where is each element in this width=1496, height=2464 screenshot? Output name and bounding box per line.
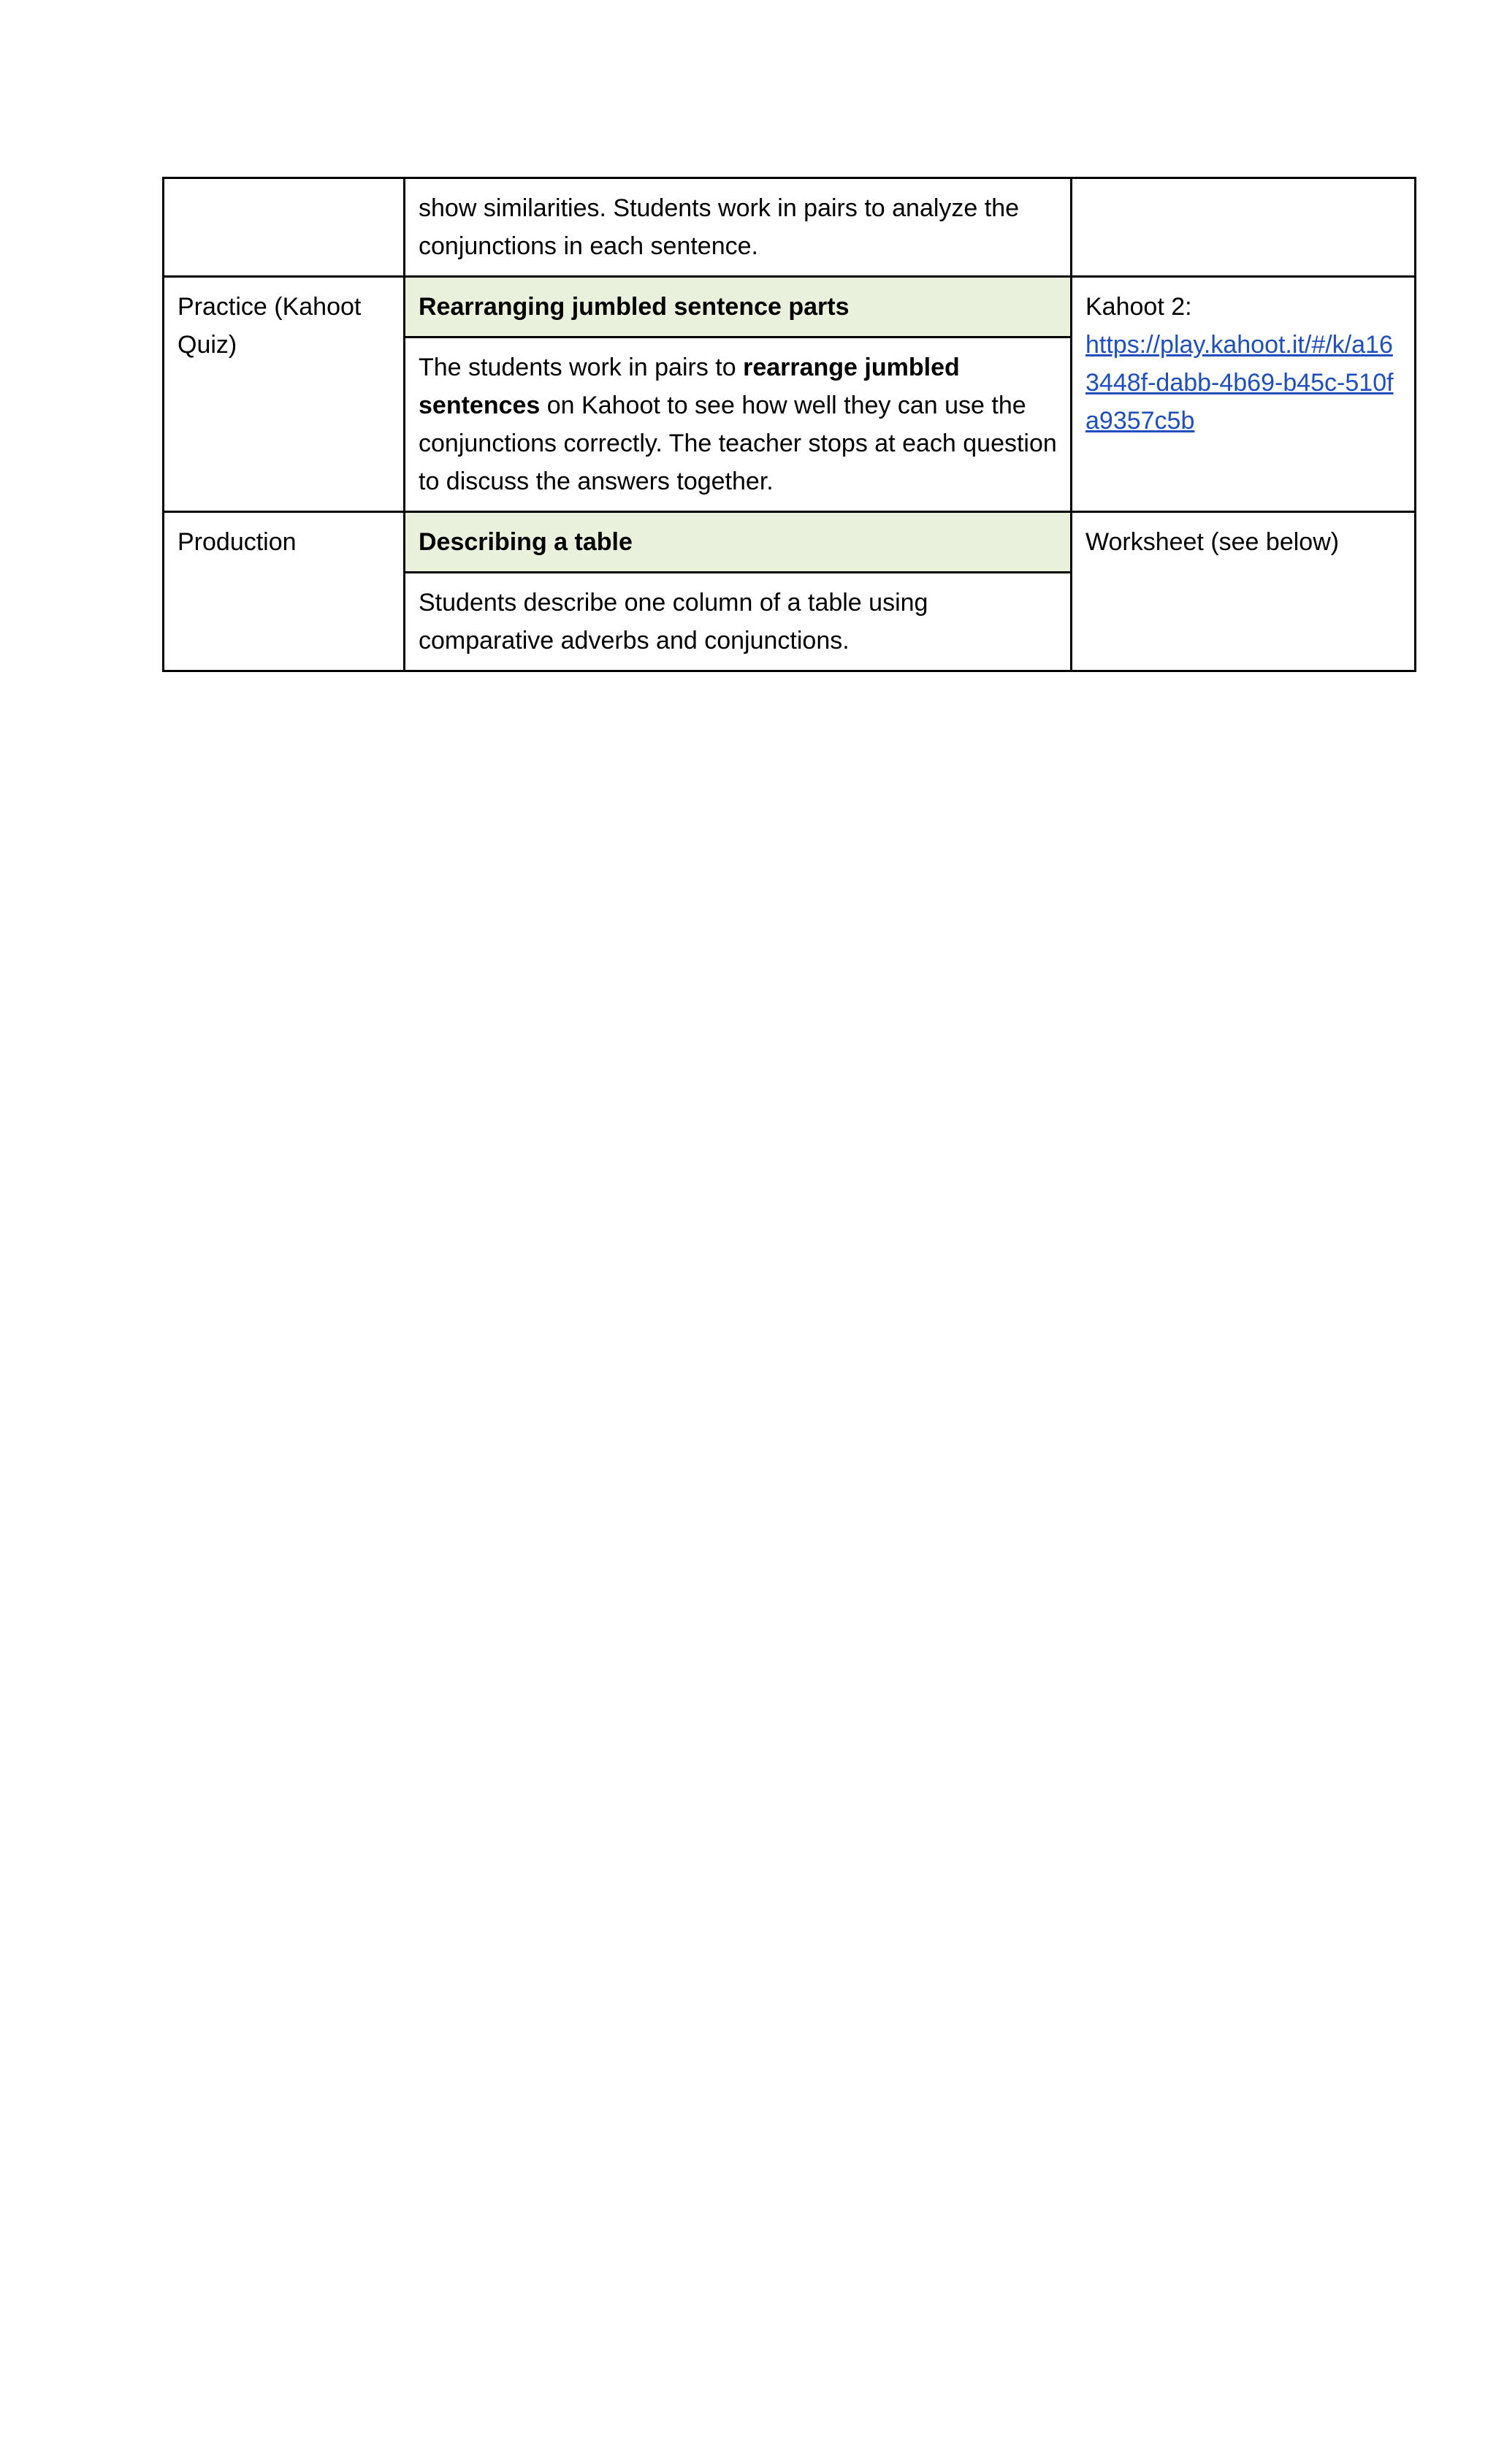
table-row-practice-title xyxy=(164,277,1416,337)
activity-title-practice: Rearranging jumbled sentence parts xyxy=(405,277,1072,337)
kahoot-link[interactable]: https://play.kahoot.it/#/k/a163448f-dabb-4b69-b45c-510fa9357c5b xyxy=(1085,331,1394,435)
activity-text-practice xyxy=(405,337,1072,512)
resource-cell-empty xyxy=(1072,178,1416,277)
stage-practice: Practice (Kahoot Quiz) xyxy=(164,277,405,512)
activity-text-production: Students describe one column of a table using comparative adverbs and conjunctions. xyxy=(405,573,1072,671)
activity-text-part-1: The students work in pairs to xyxy=(419,354,744,381)
resource-production: Worksheet (see below) xyxy=(1072,512,1416,671)
activity-text-part-2: on Kahoot to see how well they can use the conjunctions correctly. The teacher stops at each question to discuss the answers together. xyxy=(419,392,1057,495)
activity-continuation-text: show similarities. Students work in pairs to analyze the conjunctions in each sentence. xyxy=(405,178,1072,277)
table-row-continuation xyxy=(164,178,1416,277)
stage-cell-empty xyxy=(164,178,405,277)
activity-title-production: Describing a table xyxy=(405,512,1072,573)
activity-text-bold: rearrange jumbled sentences xyxy=(419,354,960,419)
lesson-plan-table xyxy=(162,177,1416,672)
table-row-production-title xyxy=(164,512,1416,573)
resource-practice xyxy=(1072,277,1416,512)
stage-production: Production xyxy=(164,512,405,671)
resource-label: Kahoot 2: xyxy=(1085,293,1192,321)
